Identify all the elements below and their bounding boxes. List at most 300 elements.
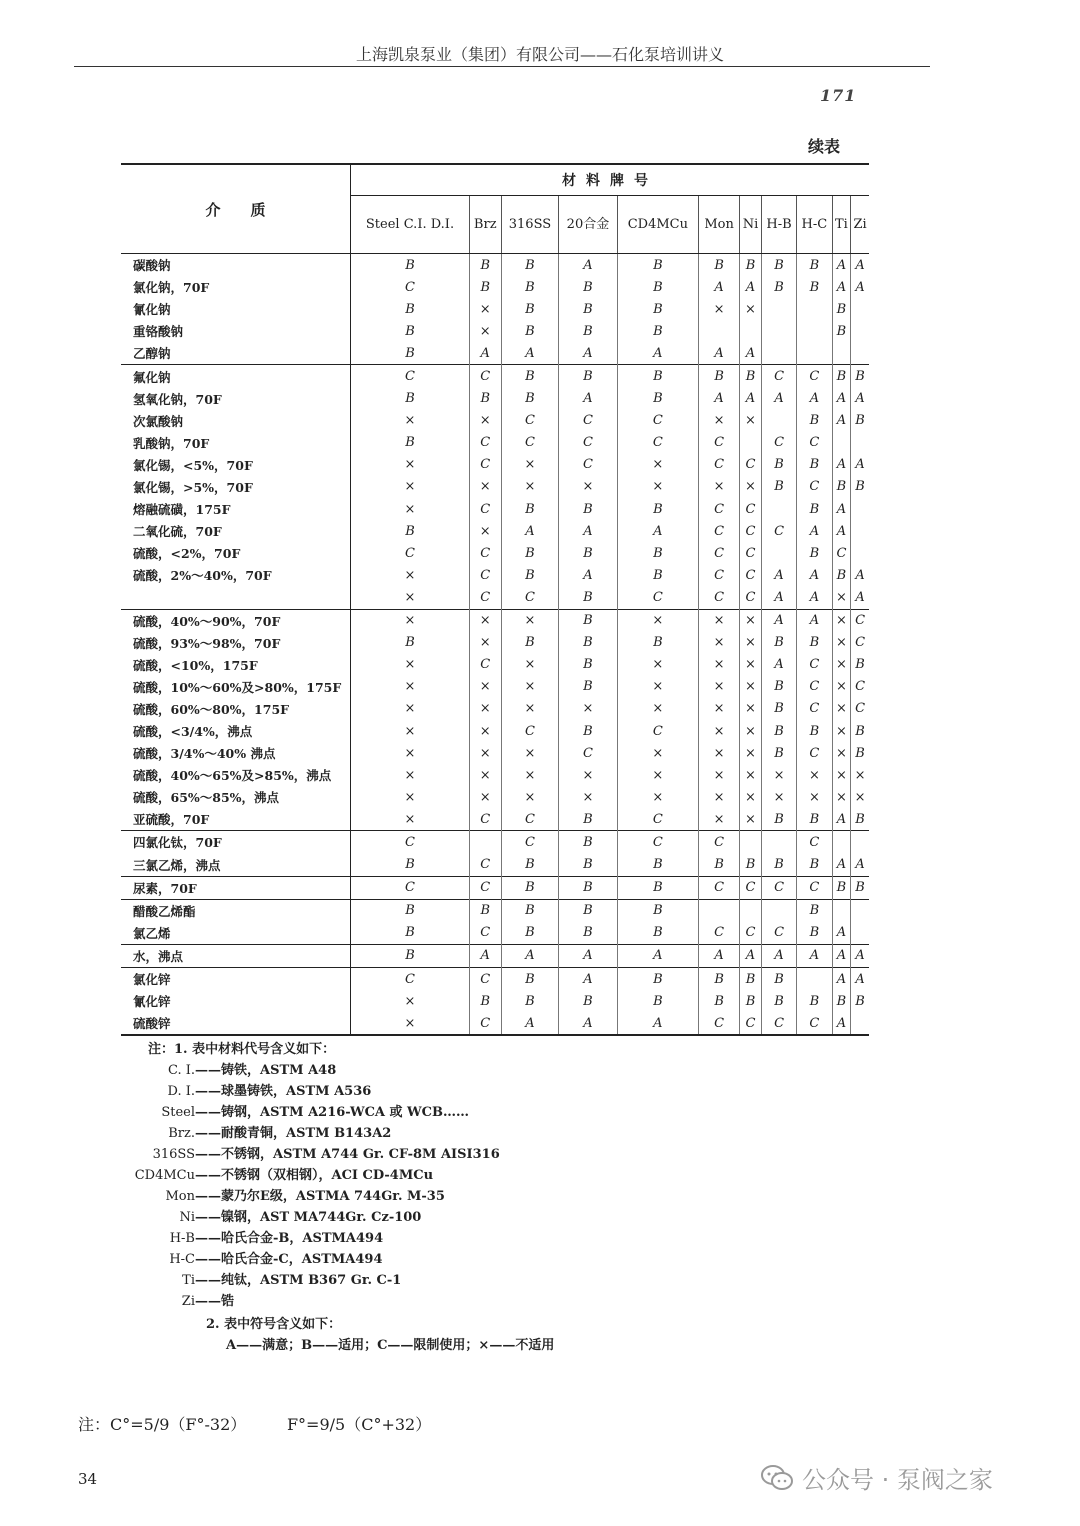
rating-cell: × <box>617 698 699 720</box>
rating-cell: × <box>832 654 850 676</box>
rating-cell: B <box>797 922 833 945</box>
rating-cell: B <box>501 388 559 410</box>
rating-cell: C <box>617 432 699 454</box>
rating-cell: B <box>617 564 699 586</box>
rating-cell <box>762 899 797 922</box>
table-row <box>121 808 869 831</box>
rating-cell: B <box>762 742 797 764</box>
table-row <box>121 298 869 320</box>
rating-cell: C <box>797 698 833 720</box>
rating-cell: × <box>404 745 416 761</box>
rating-cell: × <box>501 676 559 698</box>
rating-cell: B <box>469 990 501 1012</box>
rating-cell: B <box>559 922 617 945</box>
rating-cell: × <box>739 632 761 654</box>
medium-name-cell: 碳酸钠 <box>121 254 351 277</box>
rating-cell: × <box>501 786 559 808</box>
rating-cell: × <box>404 413 416 429</box>
rating-cell: × <box>617 742 699 764</box>
rating-cell: B <box>559 276 617 298</box>
rating-cell: × <box>559 698 617 720</box>
rating-cell: A <box>832 498 850 520</box>
rating-cell: × <box>832 586 850 609</box>
table-row <box>121 276 869 298</box>
material-description: ——铸铁，ASTM A48 <box>195 1063 337 1078</box>
rating-cell: C <box>699 876 740 899</box>
rating-cell: × <box>832 720 850 742</box>
rating-cell: C <box>762 1012 797 1035</box>
rating-cell: × <box>404 723 416 739</box>
rating-cell: B <box>762 808 797 831</box>
material-header-cell: 316SS <box>501 196 559 254</box>
rating-cell <box>762 342 797 365</box>
rating-cell: B <box>501 498 559 520</box>
rating-cell: × <box>469 764 501 786</box>
rating-cell: × <box>617 454 699 476</box>
rating-cell: B <box>559 808 617 831</box>
material-note-line <box>100 1206 421 1225</box>
rating-cell: B <box>797 498 833 520</box>
rating-cell: × <box>832 786 850 808</box>
rating-cell: C <box>797 365 833 388</box>
rating-cell <box>797 342 833 365</box>
rating-cell: × <box>739 654 761 676</box>
medium-name-cell: 醋酸乙烯酯 <box>121 899 351 922</box>
table-row <box>121 968 869 991</box>
rating-cell: A <box>762 586 797 609</box>
rating-cell: B <box>501 632 559 654</box>
rating-cell: × <box>469 698 501 720</box>
rating-cell: A <box>501 520 559 542</box>
rating-cell: × <box>617 609 699 632</box>
rating-cell: C <box>617 720 699 742</box>
table-body <box>121 254 869 1036</box>
material-description: ——哈氏合金-C，ASTMA494 <box>195 1252 383 1267</box>
material-description: ——球墨铸铁，ASTM A536 <box>195 1084 372 1099</box>
rating-cell: C <box>617 808 699 831</box>
rating-cell: A <box>501 342 559 365</box>
rating-cell: C <box>699 564 740 586</box>
material-code: 316SS <box>152 1147 195 1162</box>
table-row <box>121 542 869 564</box>
rating-cell: × <box>699 786 740 808</box>
rating-cell: A <box>832 254 850 277</box>
rating-cell: B <box>617 298 699 320</box>
rating-cell: C <box>797 742 833 764</box>
rating-cell: × <box>469 786 501 808</box>
rating-cell: C <box>469 876 501 899</box>
rating-cell: C <box>739 922 761 945</box>
rating-cell <box>762 320 797 342</box>
material-note-line <box>100 1164 433 1183</box>
table-row <box>121 476 869 498</box>
rating-cell: B <box>832 476 850 498</box>
rating-cell: × <box>404 767 416 783</box>
material-header-cell: Steel C.I. D.I. <box>351 196 470 254</box>
rating-cell: B <box>501 564 559 586</box>
material-description: ——不锈钢（双相钢），ACI CD-4MCu <box>195 1168 434 1183</box>
table-row <box>121 388 869 410</box>
rating-cell: B <box>617 542 699 564</box>
rating-cell: B <box>351 899 470 922</box>
notes-intro: 注：1. 表中材料代号含义如下： <box>148 1042 336 1057</box>
rating-cell <box>762 542 797 564</box>
rating-cell: × <box>851 786 869 808</box>
rating-cell: B <box>851 742 869 764</box>
table-row <box>121 320 869 342</box>
rating-cell: × <box>351 1012 470 1035</box>
rating-cell: B <box>501 854 559 877</box>
rating-cell: × <box>739 720 761 742</box>
rating-cell: C <box>739 498 761 520</box>
table-row <box>121 586 869 609</box>
rating-cell <box>797 298 833 320</box>
book-page-number: 171 <box>820 86 857 105</box>
medium-name-cell: 氢氧化钠，70F <box>121 388 351 410</box>
rating-cell <box>797 968 833 991</box>
medium-name-cell: 氯化锌 <box>121 968 351 991</box>
rating-cell: C <box>699 1012 740 1035</box>
rating-cell: A <box>832 454 850 476</box>
medium-name-cell: 氯乙烯 <box>121 922 351 945</box>
material-code: Mon <box>165 1189 195 1204</box>
table-row <box>121 990 869 1012</box>
rating-cell: A <box>762 388 797 410</box>
rating-cell: B <box>559 365 617 388</box>
rating-cell: C <box>739 542 761 564</box>
rating-cell: C <box>501 831 559 854</box>
rating-cell <box>851 320 869 342</box>
rating-cell: × <box>501 764 559 786</box>
rating-cell: B <box>617 365 699 388</box>
material-column-header: 材料牌号 <box>351 164 870 196</box>
material-note-line <box>100 1122 391 1141</box>
medium-name-cell: 氟化钠 <box>121 365 351 388</box>
rating-cell: B <box>762 720 797 742</box>
medium-name-cell: 亚硫酸，70F <box>121 808 351 831</box>
rating-cell: B <box>501 922 559 945</box>
rating-cell: A <box>851 854 869 877</box>
rating-cell: A <box>797 564 833 586</box>
table-row <box>121 764 869 786</box>
material-note-line <box>100 1290 234 1309</box>
rating-cell: B <box>617 498 699 520</box>
medium-name-cell: 硫酸，3/4%～40% 沸点 <box>121 742 351 764</box>
rating-cell: B <box>559 899 617 922</box>
rating-cell: C <box>501 586 559 609</box>
rating-cell: B <box>617 276 699 298</box>
rating-cell: C <box>851 698 869 720</box>
table-row <box>121 944 869 967</box>
document-header: 上海凯泉泵业（集团）有限公司——石化泵培训讲义 <box>355 45 724 64</box>
rating-cell: × <box>699 632 740 654</box>
rating-cell: B <box>617 990 699 1012</box>
rating-cell: A <box>762 654 797 676</box>
rating-cell: A <box>739 944 761 967</box>
rating-cell: B <box>501 320 559 342</box>
rating-cell: C <box>851 676 869 698</box>
material-description: ——耐酸青铜，ASTM B143A2 <box>195 1126 392 1141</box>
rating-cell: A <box>739 276 761 298</box>
rating-cell: C <box>405 545 415 561</box>
rating-cell: × <box>832 698 850 720</box>
rating-cell: B <box>559 831 617 854</box>
rating-cell: B <box>617 968 699 991</box>
rating-cell: A <box>797 609 833 632</box>
rating-cell: C <box>699 542 740 564</box>
rating-cell: B <box>559 320 617 342</box>
material-note-line <box>100 1101 469 1120</box>
rating-cell: B <box>797 542 833 564</box>
rating-cell: C <box>797 476 833 498</box>
rating-cell: C <box>469 542 501 564</box>
material-header-cell: CD4MCu <box>617 196 699 254</box>
rating-cell: A <box>739 388 761 410</box>
rating-cell: C <box>617 410 699 432</box>
rating-cell: A <box>559 388 617 410</box>
symbols-intro: 2. 表中符号含义如下： <box>206 1317 342 1332</box>
rating-cell: B <box>405 925 415 941</box>
rating-cell <box>851 831 869 854</box>
rating-cell: B <box>699 254 740 277</box>
rating-cell: × <box>739 742 761 764</box>
rating-cell: C <box>739 564 761 586</box>
rating-cell: A <box>762 564 797 586</box>
rating-cell: A <box>699 944 740 967</box>
rating-cell: × <box>851 764 869 786</box>
rating-cell: A <box>559 564 617 586</box>
rating-cell: C <box>617 831 699 854</box>
temperature-formula: 注：C°=5/9（F°-32） F°=9/5（C°+32） <box>78 1415 432 1434</box>
rating-cell: × <box>762 764 797 786</box>
rating-cell: B <box>559 586 617 609</box>
material-description: ——不锈钢，ASTM A744 Gr. CF-8M AISI316 <box>195 1147 500 1162</box>
rating-cell: × <box>832 609 850 632</box>
rating-cell: × <box>469 320 501 342</box>
rating-cell: × <box>739 808 761 831</box>
rating-cell: B <box>762 254 797 277</box>
medium-name-cell: 氰化钠 <box>121 298 351 320</box>
rating-cell: × <box>832 764 850 786</box>
medium-name-cell: 氯化锡，<5%，70F <box>121 454 351 476</box>
rating-cell: × <box>699 720 740 742</box>
rating-cell: × <box>501 698 559 720</box>
table-row <box>121 698 869 720</box>
rating-cell: C <box>699 498 740 520</box>
rating-cell: A <box>797 388 833 410</box>
medium-name-cell: 硫酸，<3/4%，沸点 <box>121 720 351 742</box>
medium-name-cell: 四氯化钛，70F <box>121 831 351 854</box>
rating-cell: B <box>832 365 850 388</box>
rating-cell: B <box>559 498 617 520</box>
material-code: Steel <box>161 1105 195 1120</box>
rating-cell: × <box>739 676 761 698</box>
rating-cell: C <box>501 432 559 454</box>
rating-cell: A <box>469 342 501 365</box>
medium-name-cell: 二氧化硫，70F <box>121 520 351 542</box>
rating-cell: C <box>739 586 761 609</box>
rating-cell: B <box>501 276 559 298</box>
table-row <box>121 854 869 877</box>
table-row <box>121 498 869 520</box>
rating-cell: × <box>617 654 699 676</box>
rating-cell: × <box>699 410 740 432</box>
rating-cell: B <box>699 990 740 1012</box>
rating-cell: B <box>762 476 797 498</box>
rating-cell: × <box>832 676 850 698</box>
rating-cell: C <box>469 564 501 586</box>
rating-cell: A <box>832 854 850 877</box>
rating-cell <box>699 899 740 922</box>
rating-cell: × <box>699 298 740 320</box>
rating-cell: C <box>762 922 797 945</box>
watermark-text: 公众号 · 泵阀之家 <box>802 1466 993 1494</box>
rating-cell: B <box>469 254 501 277</box>
table-row <box>121 786 869 808</box>
medium-name-cell: 硫酸，60%～80%，175F <box>121 698 351 720</box>
rating-cell: B <box>559 654 617 676</box>
rating-cell: A <box>832 410 850 432</box>
rating-cell <box>762 410 797 432</box>
rating-cell: C <box>739 454 761 476</box>
rating-cell: A <box>739 342 761 365</box>
medium-name-cell: 硫酸，40%～90%，70F <box>121 609 351 632</box>
rating-cell: C <box>797 1012 833 1035</box>
table-row <box>121 742 869 764</box>
rating-cell: × <box>762 786 797 808</box>
rating-cell: × <box>404 657 416 673</box>
rating-cell: C <box>469 808 501 831</box>
rating-cell: B <box>405 323 415 339</box>
table-row <box>121 922 869 945</box>
rating-cell: B <box>501 254 559 277</box>
material-note-line <box>100 1059 336 1078</box>
rating-cell: B <box>469 899 501 922</box>
material-description: ——纯钛，ASTM B367 Gr. C-1 <box>195 1273 402 1288</box>
rating-cell: B <box>559 990 617 1012</box>
medium-name-cell: 乙醇钠 <box>121 342 351 365</box>
rating-cell: C <box>832 542 850 564</box>
rating-cell: B <box>762 698 797 720</box>
medium-name-cell: 氰化锌 <box>121 990 351 1012</box>
rating-cell: C <box>469 498 501 520</box>
rating-cell: A <box>617 944 699 967</box>
rating-cell: A <box>851 254 869 277</box>
medium-name-cell: 硫酸，65%～85%，沸点 <box>121 786 351 808</box>
rating-cell: A <box>851 564 869 586</box>
rating-cell: B <box>699 854 740 877</box>
rating-cell: C <box>739 1012 761 1035</box>
rating-cell: B <box>617 320 699 342</box>
rating-cell: B <box>469 276 501 298</box>
material-note-line <box>100 1269 401 1288</box>
medium-name-cell: 重铬酸钠 <box>121 320 351 342</box>
rating-cell: A <box>762 609 797 632</box>
rating-cell: A <box>617 342 699 365</box>
rating-cell: B <box>851 876 869 899</box>
rating-cell: × <box>699 676 740 698</box>
rating-cell: B <box>851 720 869 742</box>
rating-cell: A <box>832 520 850 542</box>
rating-cell: C <box>699 586 740 609</box>
table-row <box>121 831 869 854</box>
rating-cell: A <box>501 1012 559 1035</box>
rating-cell <box>699 320 740 342</box>
material-description: ——蒙乃尔E级，ASTMA 744Gr. M-35 <box>195 1189 445 1204</box>
rating-cell: B <box>797 854 833 877</box>
rating-cell: × <box>739 476 761 498</box>
rating-cell: × <box>797 786 833 808</box>
rating-cell: B <box>501 968 559 991</box>
material-code: CD4MCu <box>134 1168 195 1183</box>
rating-cell: B <box>501 990 559 1012</box>
continued-label: 续表 <box>808 137 841 156</box>
rating-cell: × <box>559 476 617 498</box>
rating-cell: B <box>559 632 617 654</box>
rating-cell: C <box>559 742 617 764</box>
table-row <box>121 609 869 632</box>
rating-cell: C <box>797 831 833 854</box>
header-divider <box>74 66 930 67</box>
rating-cell: B <box>762 276 797 298</box>
rating-cell: B <box>797 632 833 654</box>
rating-cell: B <box>851 365 869 388</box>
medium-name-cell: 氯化钠，70F <box>121 276 351 298</box>
rating-cell: C <box>351 876 470 899</box>
rating-cell <box>762 298 797 320</box>
material-code: Ni <box>179 1210 195 1225</box>
rating-cell: C <box>762 520 797 542</box>
rating-cell: C <box>559 432 617 454</box>
rating-cell: B <box>739 990 761 1012</box>
rating-cell: C <box>501 410 559 432</box>
rating-cell: B <box>797 990 833 1012</box>
rating-cell <box>739 320 761 342</box>
rating-cell: B <box>797 808 833 831</box>
rating-cell: A <box>699 342 740 365</box>
rating-cell: B <box>405 301 415 317</box>
rating-cell: C <box>559 410 617 432</box>
rating-cell: A <box>559 520 617 542</box>
material-header-cell: 20合金 <box>559 196 617 254</box>
rating-cell: A <box>797 944 833 967</box>
rating-cell: B <box>832 320 850 342</box>
rating-cell: C <box>469 968 501 991</box>
rating-cell: B <box>405 345 415 361</box>
rating-cell: B <box>405 391 415 407</box>
rating-cell: × <box>739 298 761 320</box>
rating-cell: B <box>851 654 869 676</box>
rating-cell: B <box>851 990 869 1012</box>
table-row <box>121 676 869 698</box>
rating-cell: B <box>762 854 797 877</box>
rating-cell: × <box>469 476 501 498</box>
material-note-line <box>100 1080 371 1099</box>
rating-cell: B <box>797 454 833 476</box>
rating-cell: × <box>469 298 501 320</box>
rating-cell: A <box>851 388 869 410</box>
rating-cell: C <box>405 279 415 295</box>
rating-cell: B <box>559 876 617 899</box>
material-note-line <box>100 1248 383 1267</box>
rating-cell: × <box>699 476 740 498</box>
table-row <box>121 654 869 676</box>
rating-cell: A <box>851 944 869 967</box>
rating-cell: C <box>699 922 740 945</box>
rating-cell: A <box>832 1012 850 1035</box>
rating-cell: B <box>501 365 559 388</box>
rating-cell: × <box>617 786 699 808</box>
